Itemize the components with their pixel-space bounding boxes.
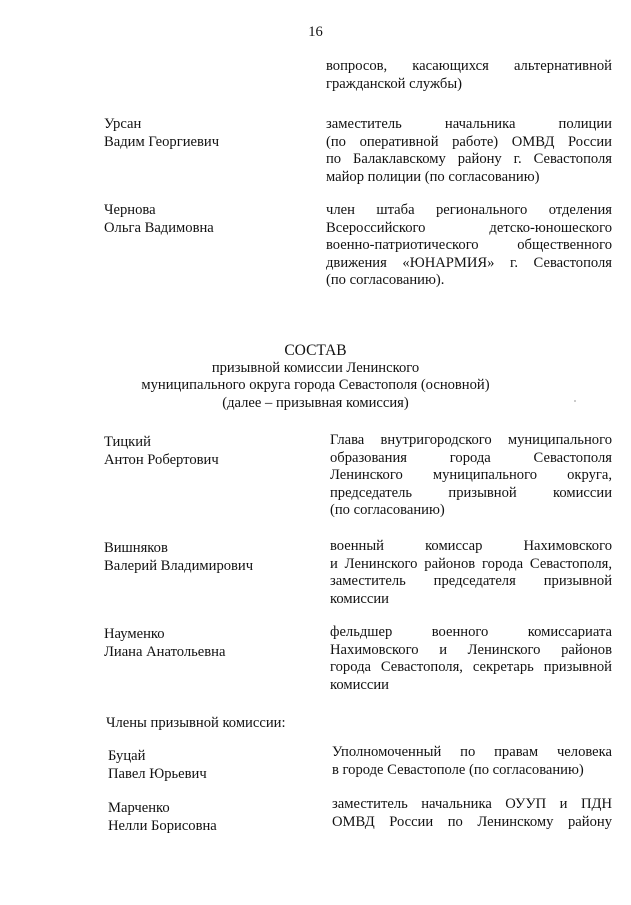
surname: Марченко (108, 800, 170, 816)
entry-description (330, 538, 612, 608)
entry-description (332, 744, 612, 779)
description-line: в городе Севастополе (по согласованию) (332, 761, 584, 778)
description-line: вопросов, касающихся альтернативной (326, 58, 612, 74)
page-number: 16 (308, 24, 323, 40)
description-line: Ленинского муниципального округа, (330, 467, 612, 484)
description-line: комиссии (330, 590, 389, 607)
description-line: комиссии (330, 676, 389, 693)
description-line: председатель призывной комиссии (330, 484, 612, 501)
section-subtitle-line: (далее – призывная комиссия) (222, 394, 409, 411)
description-line: города Севастополя, секретарь призывной (330, 659, 612, 676)
given-names: Нелли Борисовна (108, 817, 217, 834)
description-line: фельдшер военного комиссариата (330, 624, 612, 640)
surname: Тицкий (104, 434, 151, 450)
entry-name (104, 540, 304, 575)
section-subtitle-line: муниципального округа города Севастополя (основной) (141, 377, 490, 394)
description-line: по Балаклавскому району г. Севастополя (326, 151, 612, 168)
scan-speck (574, 400, 576, 402)
description-line: заместитель начальника ОУУП и ПДН (332, 796, 612, 812)
given-names: Павел Юрьевич (108, 765, 207, 782)
description-line: ОМВД России по Ленинскому району (332, 813, 612, 830)
description-line: военный комиссар Нахимовского (330, 538, 612, 554)
entry-name (104, 202, 304, 237)
description-line: член штаба регионального отделения (326, 202, 612, 218)
entry-name (108, 748, 308, 783)
surname: Чернова (104, 202, 156, 218)
given-names: Валерий Владимирович (104, 557, 254, 574)
entry-name (104, 626, 304, 661)
description-line: Уполномоченный по правам человека (332, 744, 612, 760)
description-line: военно-патриотического общественного (326, 237, 612, 254)
description-line: Всероссийского детско-юношеского (326, 219, 612, 236)
surname: Буцай (108, 748, 146, 764)
section-heading (0, 342, 631, 412)
surname: Вишняков (104, 540, 168, 556)
entry-description (330, 432, 612, 520)
surname: Науменко (104, 626, 165, 642)
given-names: Лиана Анатольевна (104, 643, 226, 660)
given-names: Вадим Георгиевич (104, 133, 220, 150)
given-names: Антон Робертович (104, 451, 219, 468)
entry-description (326, 116, 612, 186)
entry-description (326, 202, 612, 290)
description-line: гражданской службы) (326, 75, 462, 92)
entry-name (108, 800, 308, 835)
description-line: (по согласованию) (330, 502, 445, 519)
description-line: движения «ЮНАРМИЯ» г. Севастополя (326, 254, 612, 271)
given-names: Ольга Вадимовна (104, 219, 214, 236)
description-line: Глава внутригородского муниципального (330, 432, 612, 448)
entry-description (326, 58, 612, 93)
description-line: (по согласованию). (326, 272, 445, 289)
description-line: образования города Севастополя (330, 449, 612, 466)
description-line: и Ленинского районов города Севастополя, (330, 555, 612, 572)
section-title: СОСТАВ (284, 342, 347, 359)
entry-name (104, 116, 304, 151)
description-line: майор полиции (по согласованию) (326, 168, 540, 185)
members-label: Члены призывной комиссии: (106, 715, 286, 731)
entry-name (104, 434, 304, 469)
description-line: заместитель председателя призывной (330, 573, 612, 590)
surname: Урсан (104, 116, 142, 132)
description-line: (по оперативной работе) ОМВД России (326, 133, 612, 150)
entry-description (332, 796, 612, 831)
description-line: Нахимовского и Ленинского районов (330, 641, 612, 658)
description-line: заместитель начальника полиции (326, 116, 612, 132)
section-subtitle-line: призывной комиссии Ленинского (211, 359, 420, 376)
entry-description (330, 624, 612, 694)
